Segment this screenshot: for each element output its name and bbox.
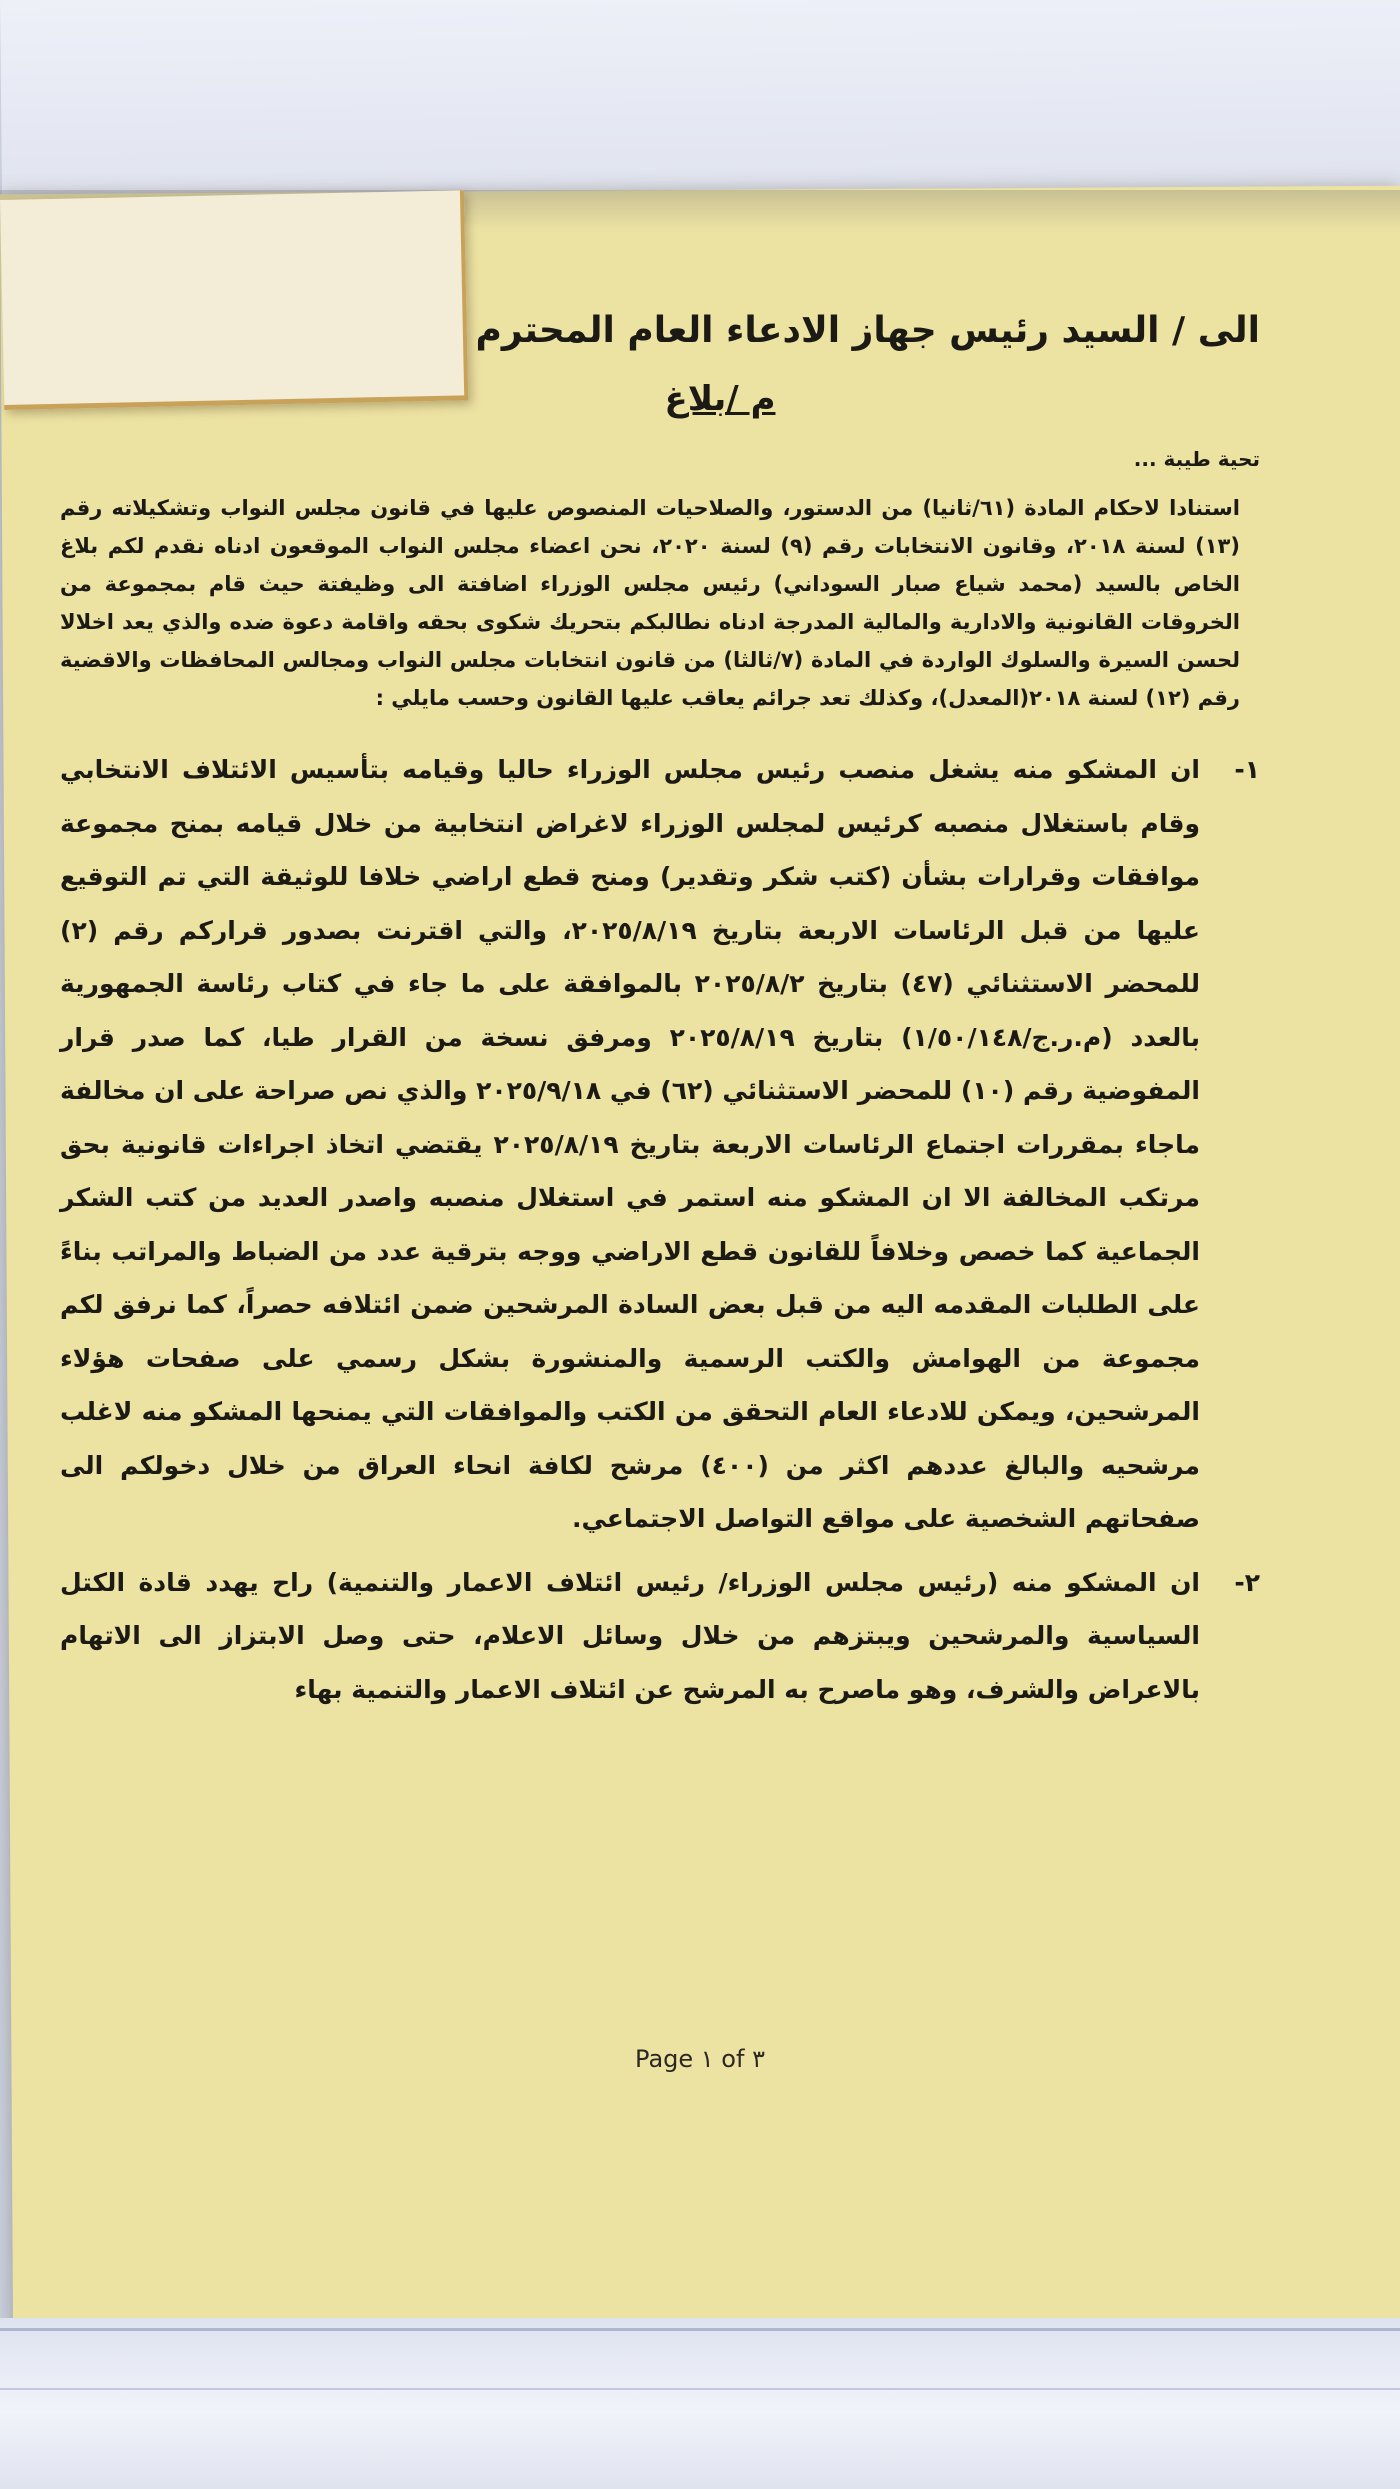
item-text: ان المشكو منه يشغل منصب رئيس مجلس الوزراء حاليا وقيامه بتأسيس الائتلاف الانتخابي وقام باستغلال منصبه كرئيس لمجلس الوزراء لاغراض انتخابية من خلال قيامه بمنح مجموعة موافقات وقرارات بشأن (كتب شكر وتقدير) ومنح قطع اراضي خلافا للوثيقة التي تم التوقيع عليها من قبل الرئاسات الاربعة بتاريخ ٢٠٢٥/٨/١٩، والتي اقترنت بصدور قراركم رقم (٢) للمحضر الاستثنائي (٤٧) بتاريخ ٢٠٢٥/٨/٢ بالموافقة على ما جاء في كتاب رئاسة الجمهورية بالعدد (م.ر.ج/١/٥٠/١٤٨) بتاريخ ٢٠٢٥/٨/١٩ ومرفق نسخة من القرار طيا، كما صدر قرار المفوضية رقم (١٠) للمحضر الاستثنائي (٦٢) في ٢٠٢٥/٩/١٨ والذي نص صراحة على ان مخالفة ماجاء بمقررات اجتماع الرئاسات الاربعة بتاريخ ٢٠٢٥/٨/١٩ يقتضي اتخاذ اجراءات قانونية بحق مرتكب المخالفة الا ان المشكو منه استمر في استغلال منصبه واصدر العديد من كتب الشكر الجماعية كما خصص وخلافاً للقانون قطع الاراضي ووجه بترقية عدد من الضباط والمراتب بناءً على الطلبات المقدمه اليه من قبل بعض السادة المرشحين ضمن ائتلافه حصراً، كما نرفق لكم مجموعة من الهوامش والكتب الرسمية والمنشورة بشكل رسمي على صفحات هؤلاء المرشحين، ويمكن للادعاء العام التحقق من الكتب والموافقات التي يمنحها المشكو منه لاغلب مرشحيه والبالغ عددهم اكثر من (٤٠٠) مرشح لكافة انحاء العراق من خلال دخولكم الى صفحاتهم الشخصية على مواقع التواصل الاجتماعي. [60,755,1201,1533]
letter-greeting: تحية طيبة ... [1133,447,1260,471]
paper-edge [0,2328,1400,2331]
letter-addressee: الى / السيد رئيس جهاز الادعاء العام المحترم [475,310,1260,351]
letter-subject-text: م /بلاغ [664,379,776,419]
letter-intro-paragraph: استنادا لاحكام المادة (٦١/ثانيا) من الدستور، والصلاحيات المنصوص عليها في قانون مجلس النواب وتشكيلاته رقم (١٣) لسنة ٢٠١٨، وقانون الانتخابات رقم (٩) لسنة ٢٠٢٠، نحن اعضاء مجلس النواب الموقعون ادناه نقدم لكم بلاغ الخاص بالسيد (محمد شياع صبار السوداني) رئيس مجلس الوزراء اضافتة الى وظيفتة حيث قام بمجموعة من الخروقات القانونية والادارية والمالية المدرجة ادناه نطالبكم بتحريك شكوى بحقه واقامة دعوة ضده والذي يعد اخلالا لحسن السيرة والسلوك الواردة في المادة (٧/ثالثا) من قانون انتخابات مجلس النواب ومجالس المحافظات والاقضية رقم (١٢) لسنة ٢٠١٨(المعدل)، وكذلك تعد جرائم يعاقب عليها القانون وحسب مايلي : [60,496,1241,710]
background-page-bottom [0,2318,1400,2489]
item-number: ١- [1234,755,1260,784]
letter-subject [60,379,1260,419]
item-number: ٢- [1234,1567,1260,1597]
page-number: Page ١ of ٣ [635,2045,765,2073]
complaint-items-list [60,743,1260,1716]
complaint-item-1 [60,743,1260,1546]
item-text: ان المشكو منه (رئيس مجلس الوزراء/ رئيس ائتلاف الاعمار والتنمية) راح يهدد قادة الكتل السياسية والمرشحين ويبتزهم من خلال وسائل الاعلام، حتى وصل الابتزاز الى الاتهام بالاعراض والشرف، وهو ماصرح به المرشح عن ائتلاف الاعمار والتنمية بهاء [60,1567,1200,1704]
letter-body [60,270,1260,1726]
background-page-top [0,0,1400,215]
complaint-item-2 [60,1556,1260,1717]
paper-edge [0,2388,1400,2390]
